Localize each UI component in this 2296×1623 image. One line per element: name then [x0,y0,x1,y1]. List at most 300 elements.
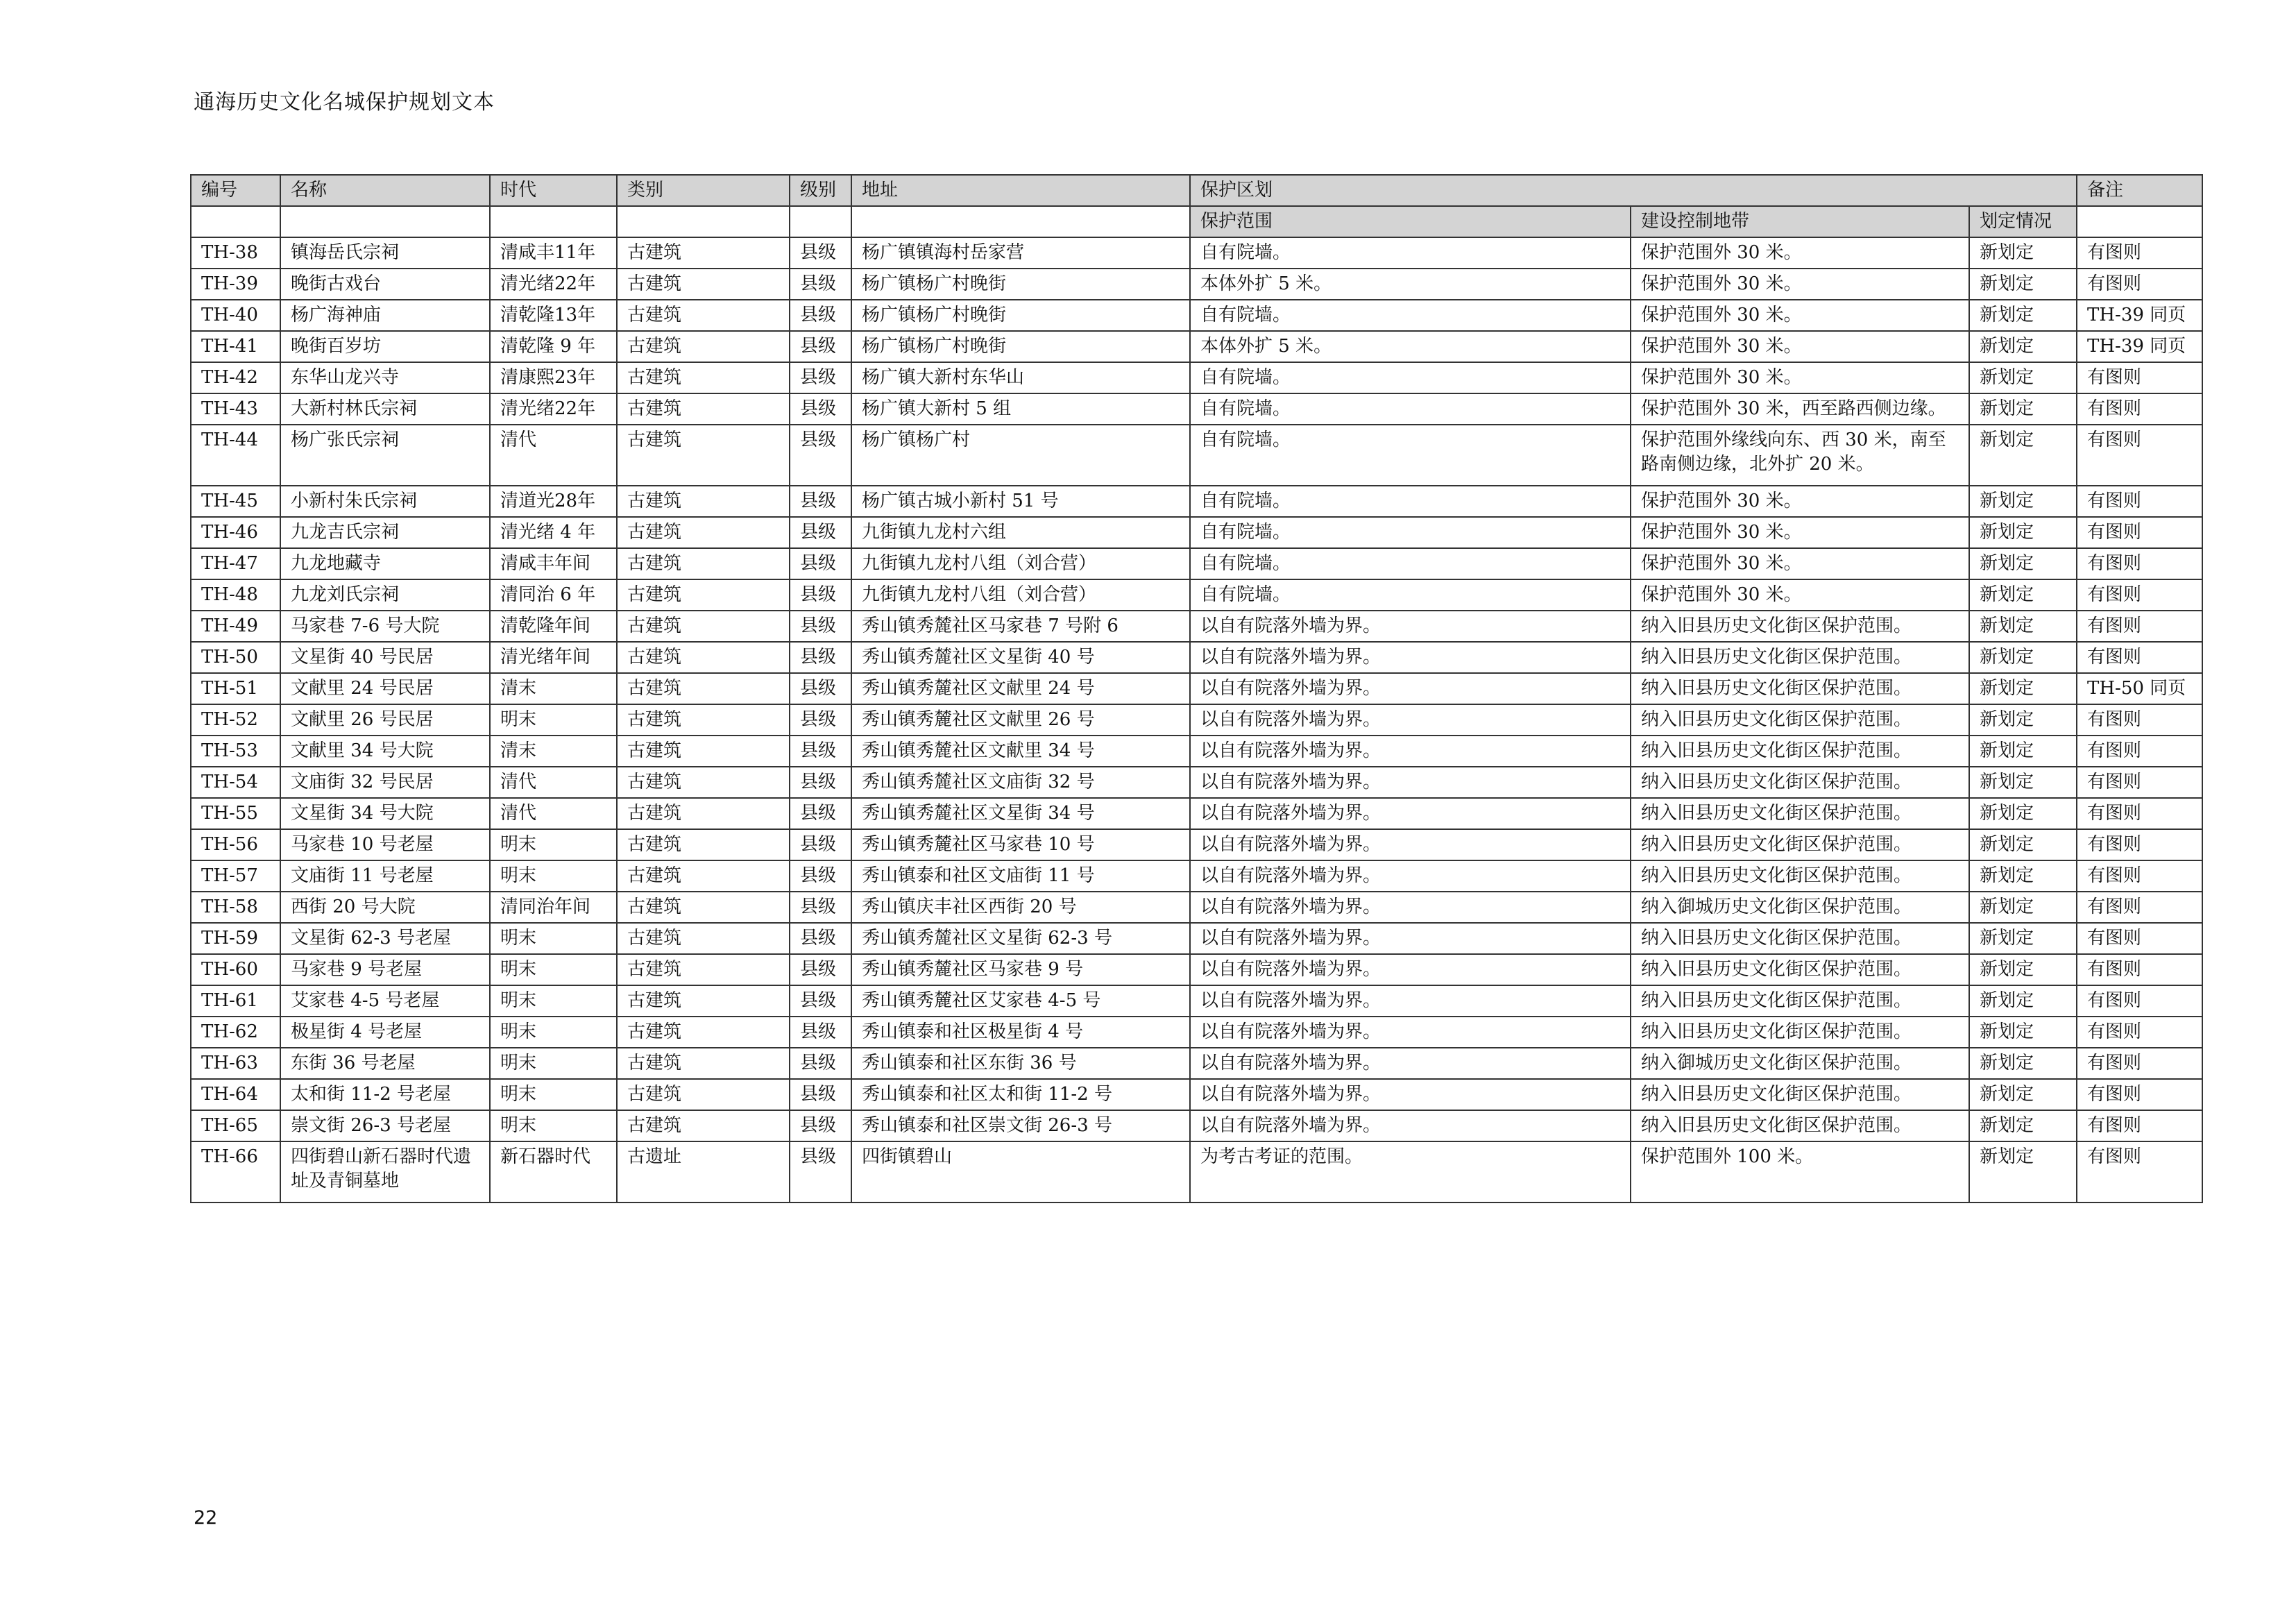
cell-address: 秀山镇秀麓社区马家巷 10 号 [851,829,1190,860]
cell-protection-scope: 以自有院落外墙为界。 [1190,829,1631,860]
cell-name: 东华山龙兴寺 [280,362,490,393]
cell-designation-status: 新划定 [1969,579,2077,611]
cell-category: 古建筑 [617,579,790,611]
cell-era: 明末 [490,704,617,736]
cell-name: 文星街 34 号大院 [280,798,490,829]
table-row [191,1048,2202,1079]
header-blank [617,206,790,237]
cell-era: 清乾隆年间 [490,611,617,642]
cell-designation-status: 新划定 [1969,362,2077,393]
cell-protection-scope: 以自有院落外墙为界。 [1190,736,1631,767]
cell-level: 县级 [790,767,851,798]
cell-era: 清光绪22年 [490,269,617,300]
header-construction-control: 建设控制地带 [1631,206,1969,237]
cell-address: 九街镇九龙村六组 [851,517,1190,548]
header-blank [191,206,280,237]
cell-category: 古建筑 [617,798,790,829]
cell-protection-scope: 以自有院落外墙为界。 [1190,704,1631,736]
heritage-sites-table [190,174,2203,1203]
cell-protection-scope: 以自有院落外墙为界。 [1190,1017,1631,1048]
cell-remarks: 有图则 [2077,860,2202,892]
cell-construction-control: 保护范围外 30 米。 [1631,517,1969,548]
cell-protection-scope: 以自有院落外墙为界。 [1190,954,1631,985]
cell-designation-status: 新划定 [1969,923,2077,954]
cell-name: 小新村朱氏宗祠 [280,486,490,517]
cell-designation-status: 新划定 [1969,269,2077,300]
cell-code: TH-40 [191,300,280,331]
cell-designation-status: 新划定 [1969,1110,2077,1141]
cell-name: 九龙吉氏宗祠 [280,517,490,548]
cell-remarks: 有图则 [2077,798,2202,829]
cell-construction-control: 纳入旧县历史文化街区保护范围。 [1631,954,1969,985]
cell-protection-scope: 自有院墙。 [1190,486,1631,517]
cell-level: 县级 [790,486,851,517]
cell-designation-status: 新划定 [1969,517,2077,548]
cell-category: 古建筑 [617,362,790,393]
cell-designation-status: 新划定 [1969,798,2077,829]
cell-construction-control: 纳入旧县历史文化街区保护范围。 [1631,829,1969,860]
header-remarks: 备注 [2077,175,2202,206]
cell-protection-scope: 自有院墙。 [1190,300,1631,331]
table-row [191,517,2202,548]
cell-code: TH-65 [191,1110,280,1141]
cell-designation-status: 新划定 [1969,1079,2077,1110]
cell-remarks: 有图则 [2077,486,2202,517]
cell-construction-control: 纳入旧县历史文化街区保护范围。 [1631,611,1969,642]
cell-remarks: 有图则 [2077,362,2202,393]
cell-level: 县级 [790,1141,851,1203]
cell-address: 秀山镇秀麓社区文献里 26 号 [851,704,1190,736]
cell-construction-control: 纳入旧县历史文化街区保护范围。 [1631,642,1969,673]
table-row [191,1079,2202,1110]
cell-code: TH-53 [191,736,280,767]
cell-address: 九街镇九龙村八组（刘合营） [851,548,1190,579]
cell-level: 县级 [790,1017,851,1048]
cell-designation-status: 新划定 [1969,985,2077,1017]
table-row [191,736,2202,767]
cell-level: 县级 [790,736,851,767]
cell-era: 清道光28年 [490,486,617,517]
table-row [191,829,2202,860]
cell-era: 明末 [490,923,617,954]
cell-construction-control: 纳入旧县历史文化街区保护范围。 [1631,860,1969,892]
cell-era: 明末 [490,1079,617,1110]
table-row [191,798,2202,829]
cell-address: 秀山镇秀麓社区马家巷 9 号 [851,954,1190,985]
cell-era: 清光绪22年 [490,393,617,425]
cell-code: TH-48 [191,579,280,611]
table-row [191,300,2202,331]
cell-name: 晚街古戏台 [280,269,490,300]
cell-designation-status: 新划定 [1969,237,2077,269]
cell-remarks: 有图则 [2077,393,2202,425]
cell-construction-control: 保护范围外 30 米，西至路西侧边缘。 [1631,393,1969,425]
table-body [191,237,2202,1203]
cell-code: TH-60 [191,954,280,985]
cell-name: 杨广海神庙 [280,300,490,331]
cell-construction-control: 纳入旧县历史文化街区保护范围。 [1631,736,1969,767]
cell-category: 古建筑 [617,237,790,269]
cell-name: 马家巷 7-6 号大院 [280,611,490,642]
cell-remarks: TH-39 同页 [2077,331,2202,362]
cell-designation-status: 新划定 [1969,611,2077,642]
cell-level: 县级 [790,300,851,331]
cell-era: 清同治 6 年 [490,579,617,611]
table-row [191,393,2202,425]
cell-name: 文星街 40 号民居 [280,642,490,673]
cell-remarks: TH-50 同页 [2077,673,2202,704]
cell-remarks: 有图则 [2077,425,2202,486]
cell-era: 新石器时代 [490,1141,617,1203]
cell-category: 古建筑 [617,393,790,425]
cell-designation-status: 新划定 [1969,767,2077,798]
cell-code: TH-55 [191,798,280,829]
cell-construction-control: 纳入旧县历史文化街区保护范围。 [1631,985,1969,1017]
cell-code: TH-63 [191,1048,280,1079]
table-row [191,923,2202,954]
cell-designation-status: 新划定 [1969,1017,2077,1048]
cell-code: TH-61 [191,985,280,1017]
cell-designation-status: 新划定 [1969,548,2077,579]
cell-address: 四街镇碧山 [851,1141,1190,1203]
cell-protection-scope: 本体外扩 5 米。 [1190,269,1631,300]
cell-construction-control: 保护范围外 30 米。 [1631,548,1969,579]
cell-remarks: 有图则 [2077,985,2202,1017]
cell-remarks: 有图则 [2077,829,2202,860]
cell-category: 古建筑 [617,517,790,548]
cell-remarks: 有图则 [2077,579,2202,611]
header-blank [280,206,490,237]
cell-remarks: 有图则 [2077,611,2202,642]
cell-category: 古建筑 [617,767,790,798]
cell-era: 清末 [490,673,617,704]
cell-construction-control: 保护范围外 30 米。 [1631,300,1969,331]
cell-address: 秀山镇泰和社区东街 36 号 [851,1048,1190,1079]
cell-designation-status: 新划定 [1969,1141,2077,1203]
cell-construction-control: 保护范围外 100 米。 [1631,1141,1969,1203]
cell-designation-status: 新划定 [1969,1048,2077,1079]
cell-category: 古建筑 [617,300,790,331]
table-row [191,767,2202,798]
cell-era: 清代 [490,425,617,486]
cell-protection-scope: 自有院墙。 [1190,425,1631,486]
cell-level: 县级 [790,237,851,269]
cell-era: 明末 [490,829,617,860]
cell-era: 明末 [490,985,617,1017]
cell-designation-status: 新划定 [1969,673,2077,704]
cell-level: 县级 [790,611,851,642]
cell-level: 县级 [790,892,851,923]
cell-code: TH-44 [191,425,280,486]
cell-address: 秀山镇庆丰社区西街 20 号 [851,892,1190,923]
cell-remarks: 有图则 [2077,1079,2202,1110]
cell-name: 文献里 34 号大院 [280,736,490,767]
cell-address: 秀山镇秀麓社区文献里 24 号 [851,673,1190,704]
cell-protection-scope: 以自有院落外墙为界。 [1190,673,1631,704]
table-row [191,704,2202,736]
header-address: 地址 [851,175,1190,206]
header-protection-scope: 保护范围 [1190,206,1631,237]
cell-protection-scope: 自有院墙。 [1190,548,1631,579]
cell-name: 文献里 26 号民居 [280,704,490,736]
cell-level: 县级 [790,579,851,611]
cell-level: 县级 [790,985,851,1017]
cell-construction-control: 纳入旧县历史文化街区保护范围。 [1631,1110,1969,1141]
cell-designation-status: 新划定 [1969,704,2077,736]
page-number: 22 [194,1507,218,1529]
cell-protection-scope: 自有院墙。 [1190,517,1631,548]
cell-designation-status: 新划定 [1969,860,2077,892]
cell-name: 文星街 62-3 号老屋 [280,923,490,954]
cell-era: 明末 [490,860,617,892]
cell-era: 明末 [490,1017,617,1048]
cell-address: 杨广镇大新村 5 组 [851,393,1190,425]
table-row [191,486,2202,517]
cell-remarks: 有图则 [2077,704,2202,736]
cell-designation-status: 新划定 [1969,736,2077,767]
cell-category: 古建筑 [617,425,790,486]
cell-category: 古遗址 [617,1141,790,1203]
header-protection-zone: 保护区划 [1190,175,2077,206]
cell-construction-control: 保护范围外 30 米。 [1631,579,1969,611]
cell-name: 崇文街 26-3 号老屋 [280,1110,490,1141]
cell-construction-control: 纳入旧县历史文化街区保护范围。 [1631,704,1969,736]
cell-address: 秀山镇泰和社区文庙街 11 号 [851,860,1190,892]
cell-remarks: 有图则 [2077,548,2202,579]
cell-remarks: 有图则 [2077,1017,2202,1048]
cell-code: TH-45 [191,486,280,517]
cell-category: 古建筑 [617,486,790,517]
cell-remarks: 有图则 [2077,767,2202,798]
cell-construction-control: 纳入御城历史文化街区保护范围。 [1631,1048,1969,1079]
cell-address: 秀山镇秀麓社区马家巷 7 号附 6 [851,611,1190,642]
cell-name: 文献里 24 号民居 [280,673,490,704]
cell-designation-status: 新划定 [1969,393,2077,425]
cell-code: TH-38 [191,237,280,269]
cell-construction-control: 保护范围外 30 米。 [1631,486,1969,517]
table-row [191,892,2202,923]
cell-category: 古建筑 [617,704,790,736]
cell-name: 极星街 4 号老屋 [280,1017,490,1048]
table-row [191,611,2202,642]
cell-address: 九街镇九龙村八组（刘合营） [851,579,1190,611]
cell-era: 明末 [490,954,617,985]
cell-code: TH-47 [191,548,280,579]
table-row [191,1017,2202,1048]
table-row [191,579,2202,611]
cell-protection-scope: 以自有院落外墙为界。 [1190,642,1631,673]
table-row [191,269,2202,300]
cell-code: TH-66 [191,1141,280,1203]
cell-code: TH-56 [191,829,280,860]
cell-era: 清代 [490,798,617,829]
cell-category: 古建筑 [617,860,790,892]
cell-code: TH-39 [191,269,280,300]
cell-era: 明末 [490,1048,617,1079]
cell-protection-scope: 以自有院落外墙为界。 [1190,985,1631,1017]
cell-remarks: 有图则 [2077,517,2202,548]
header-era: 时代 [490,175,617,206]
table-row [191,425,2202,486]
cell-protection-scope: 以自有院落外墙为界。 [1190,611,1631,642]
cell-designation-status: 新划定 [1969,425,2077,486]
cell-level: 县级 [790,954,851,985]
cell-remarks: 有图则 [2077,1048,2202,1079]
cell-name: 西街 20 号大院 [280,892,490,923]
cell-level: 县级 [790,642,851,673]
cell-designation-status: 新划定 [1969,892,2077,923]
cell-remarks: 有图则 [2077,892,2202,923]
cell-code: TH-42 [191,362,280,393]
header-category: 类别 [617,175,790,206]
cell-designation-status: 新划定 [1969,954,2077,985]
cell-code: TH-46 [191,517,280,548]
cell-name: 艾家巷 4-5 号老屋 [280,985,490,1017]
cell-protection-scope: 以自有院落外墙为界。 [1190,1110,1631,1141]
cell-protection-scope: 以自有院落外墙为界。 [1190,892,1631,923]
cell-remarks: 有图则 [2077,736,2202,767]
cell-protection-scope: 以自有院落外墙为界。 [1190,860,1631,892]
cell-code: TH-54 [191,767,280,798]
cell-construction-control: 保护范围外 30 米。 [1631,362,1969,393]
cell-construction-control: 保护范围外 30 米。 [1631,237,1969,269]
cell-category: 古建筑 [617,1079,790,1110]
cell-era: 清同治年间 [490,892,617,923]
cell-address: 秀山镇泰和社区崇文街 26-3 号 [851,1110,1190,1141]
cell-address: 秀山镇秀麓社区文庙街 32 号 [851,767,1190,798]
cell-address: 秀山镇泰和社区太和街 11-2 号 [851,1079,1190,1110]
cell-name: 大新村林氏宗祠 [280,393,490,425]
cell-protection-scope: 本体外扩 5 米。 [1190,331,1631,362]
cell-code: TH-59 [191,923,280,954]
cell-era: 清光绪年间 [490,642,617,673]
cell-protection-scope: 以自有院落外墙为界。 [1190,1079,1631,1110]
cell-code: TH-41 [191,331,280,362]
cell-level: 县级 [790,548,851,579]
cell-construction-control: 纳入御城历史文化街区保护范围。 [1631,892,1969,923]
table-row [191,673,2202,704]
cell-category: 古建筑 [617,1048,790,1079]
table-row [191,1110,2202,1141]
cell-protection-scope: 以自有院落外墙为界。 [1190,923,1631,954]
cell-address: 秀山镇秀麓社区文星街 34 号 [851,798,1190,829]
cell-name: 镇海岳氏宗祠 [280,237,490,269]
header-level: 级别 [790,175,851,206]
cell-code: TH-51 [191,673,280,704]
cell-category: 古建筑 [617,736,790,767]
header-code: 编号 [191,175,280,206]
cell-category: 古建筑 [617,548,790,579]
header-designation-status: 划定情况 [1969,206,2077,237]
cell-category: 古建筑 [617,892,790,923]
cell-era: 清乾隆 9 年 [490,331,617,362]
cell-era: 清咸丰年间 [490,548,617,579]
cell-designation-status: 新划定 [1969,331,2077,362]
table-row [191,331,2202,362]
cell-construction-control: 纳入旧县历史文化街区保护范围。 [1631,923,1969,954]
cell-category: 古建筑 [617,611,790,642]
cell-name: 马家巷 10 号老屋 [280,829,490,860]
cell-category: 古建筑 [617,829,790,860]
cell-category: 古建筑 [617,1110,790,1141]
cell-designation-status: 新划定 [1969,642,2077,673]
table-row [191,362,2202,393]
cell-address: 杨广镇镇海村岳家营 [851,237,1190,269]
cell-code: TH-50 [191,642,280,673]
cell-era: 清乾隆13年 [490,300,617,331]
cell-name: 太和街 11-2 号老屋 [280,1079,490,1110]
cell-name: 马家巷 9 号老屋 [280,954,490,985]
cell-category: 古建筑 [617,642,790,673]
cell-era: 清康熙23年 [490,362,617,393]
cell-code: TH-62 [191,1017,280,1048]
cell-address: 杨广镇杨广村晚街 [851,331,1190,362]
cell-protection-scope: 以自有院落外墙为界。 [1190,1048,1631,1079]
document-header: 通海历史文化名城保护规划文本 [194,90,495,114]
cell-remarks: TH-39 同页 [2077,300,2202,331]
table-row [191,954,2202,985]
header-name: 名称 [280,175,490,206]
cell-protection-scope: 为考古考证的范围。 [1190,1141,1631,1203]
cell-level: 县级 [790,269,851,300]
cell-category: 古建筑 [617,923,790,954]
cell-era: 清咸丰11年 [490,237,617,269]
table-row [191,237,2202,269]
cell-address: 杨广镇古城小新村 51 号 [851,486,1190,517]
header-blank [851,206,1190,237]
cell-remarks: 有图则 [2077,954,2202,985]
header-blank [790,206,851,237]
cell-era: 清代 [490,767,617,798]
table-row [191,548,2202,579]
cell-construction-control: 纳入旧县历史文化街区保护范围。 [1631,798,1969,829]
cell-protection-scope: 自有院墙。 [1190,579,1631,611]
cell-remarks: 有图则 [2077,923,2202,954]
cell-construction-control: 保护范围外缘线向东、西 30 米，南至路南侧边缘，北外扩 20 米。 [1631,425,1969,486]
cell-name: 文庙街 32 号民居 [280,767,490,798]
cell-remarks: 有图则 [2077,1110,2202,1141]
cell-protection-scope: 自有院墙。 [1190,393,1631,425]
cell-construction-control: 保护范围外 30 米。 [1631,331,1969,362]
cell-category: 古建筑 [617,985,790,1017]
cell-designation-status: 新划定 [1969,486,2077,517]
cell-level: 县级 [790,1048,851,1079]
cell-code: TH-49 [191,611,280,642]
cell-level: 县级 [790,923,851,954]
cell-construction-control: 纳入旧县历史文化街区保护范围。 [1631,1079,1969,1110]
cell-designation-status: 新划定 [1969,829,2077,860]
cell-remarks: 有图则 [2077,269,2202,300]
cell-code: TH-57 [191,860,280,892]
cell-category: 古建筑 [617,673,790,704]
cell-protection-scope: 以自有院落外墙为界。 [1190,798,1631,829]
table-row [191,860,2202,892]
cell-category: 古建筑 [617,954,790,985]
cell-level: 县级 [790,331,851,362]
cell-construction-control: 纳入旧县历史文化街区保护范围。 [1631,767,1969,798]
cell-era: 清光绪 4 年 [490,517,617,548]
cell-level: 县级 [790,860,851,892]
cell-code: TH-52 [191,704,280,736]
cell-level: 县级 [790,673,851,704]
cell-level: 县级 [790,798,851,829]
cell-address: 杨广镇杨广村晚街 [851,269,1190,300]
cell-remarks: 有图则 [2077,237,2202,269]
header-blank [2077,206,2202,237]
header-blank [490,206,617,237]
cell-name: 四街碧山新石器时代遗址及青铜墓地 [280,1141,490,1203]
cell-address: 秀山镇秀麓社区文星街 40 号 [851,642,1190,673]
